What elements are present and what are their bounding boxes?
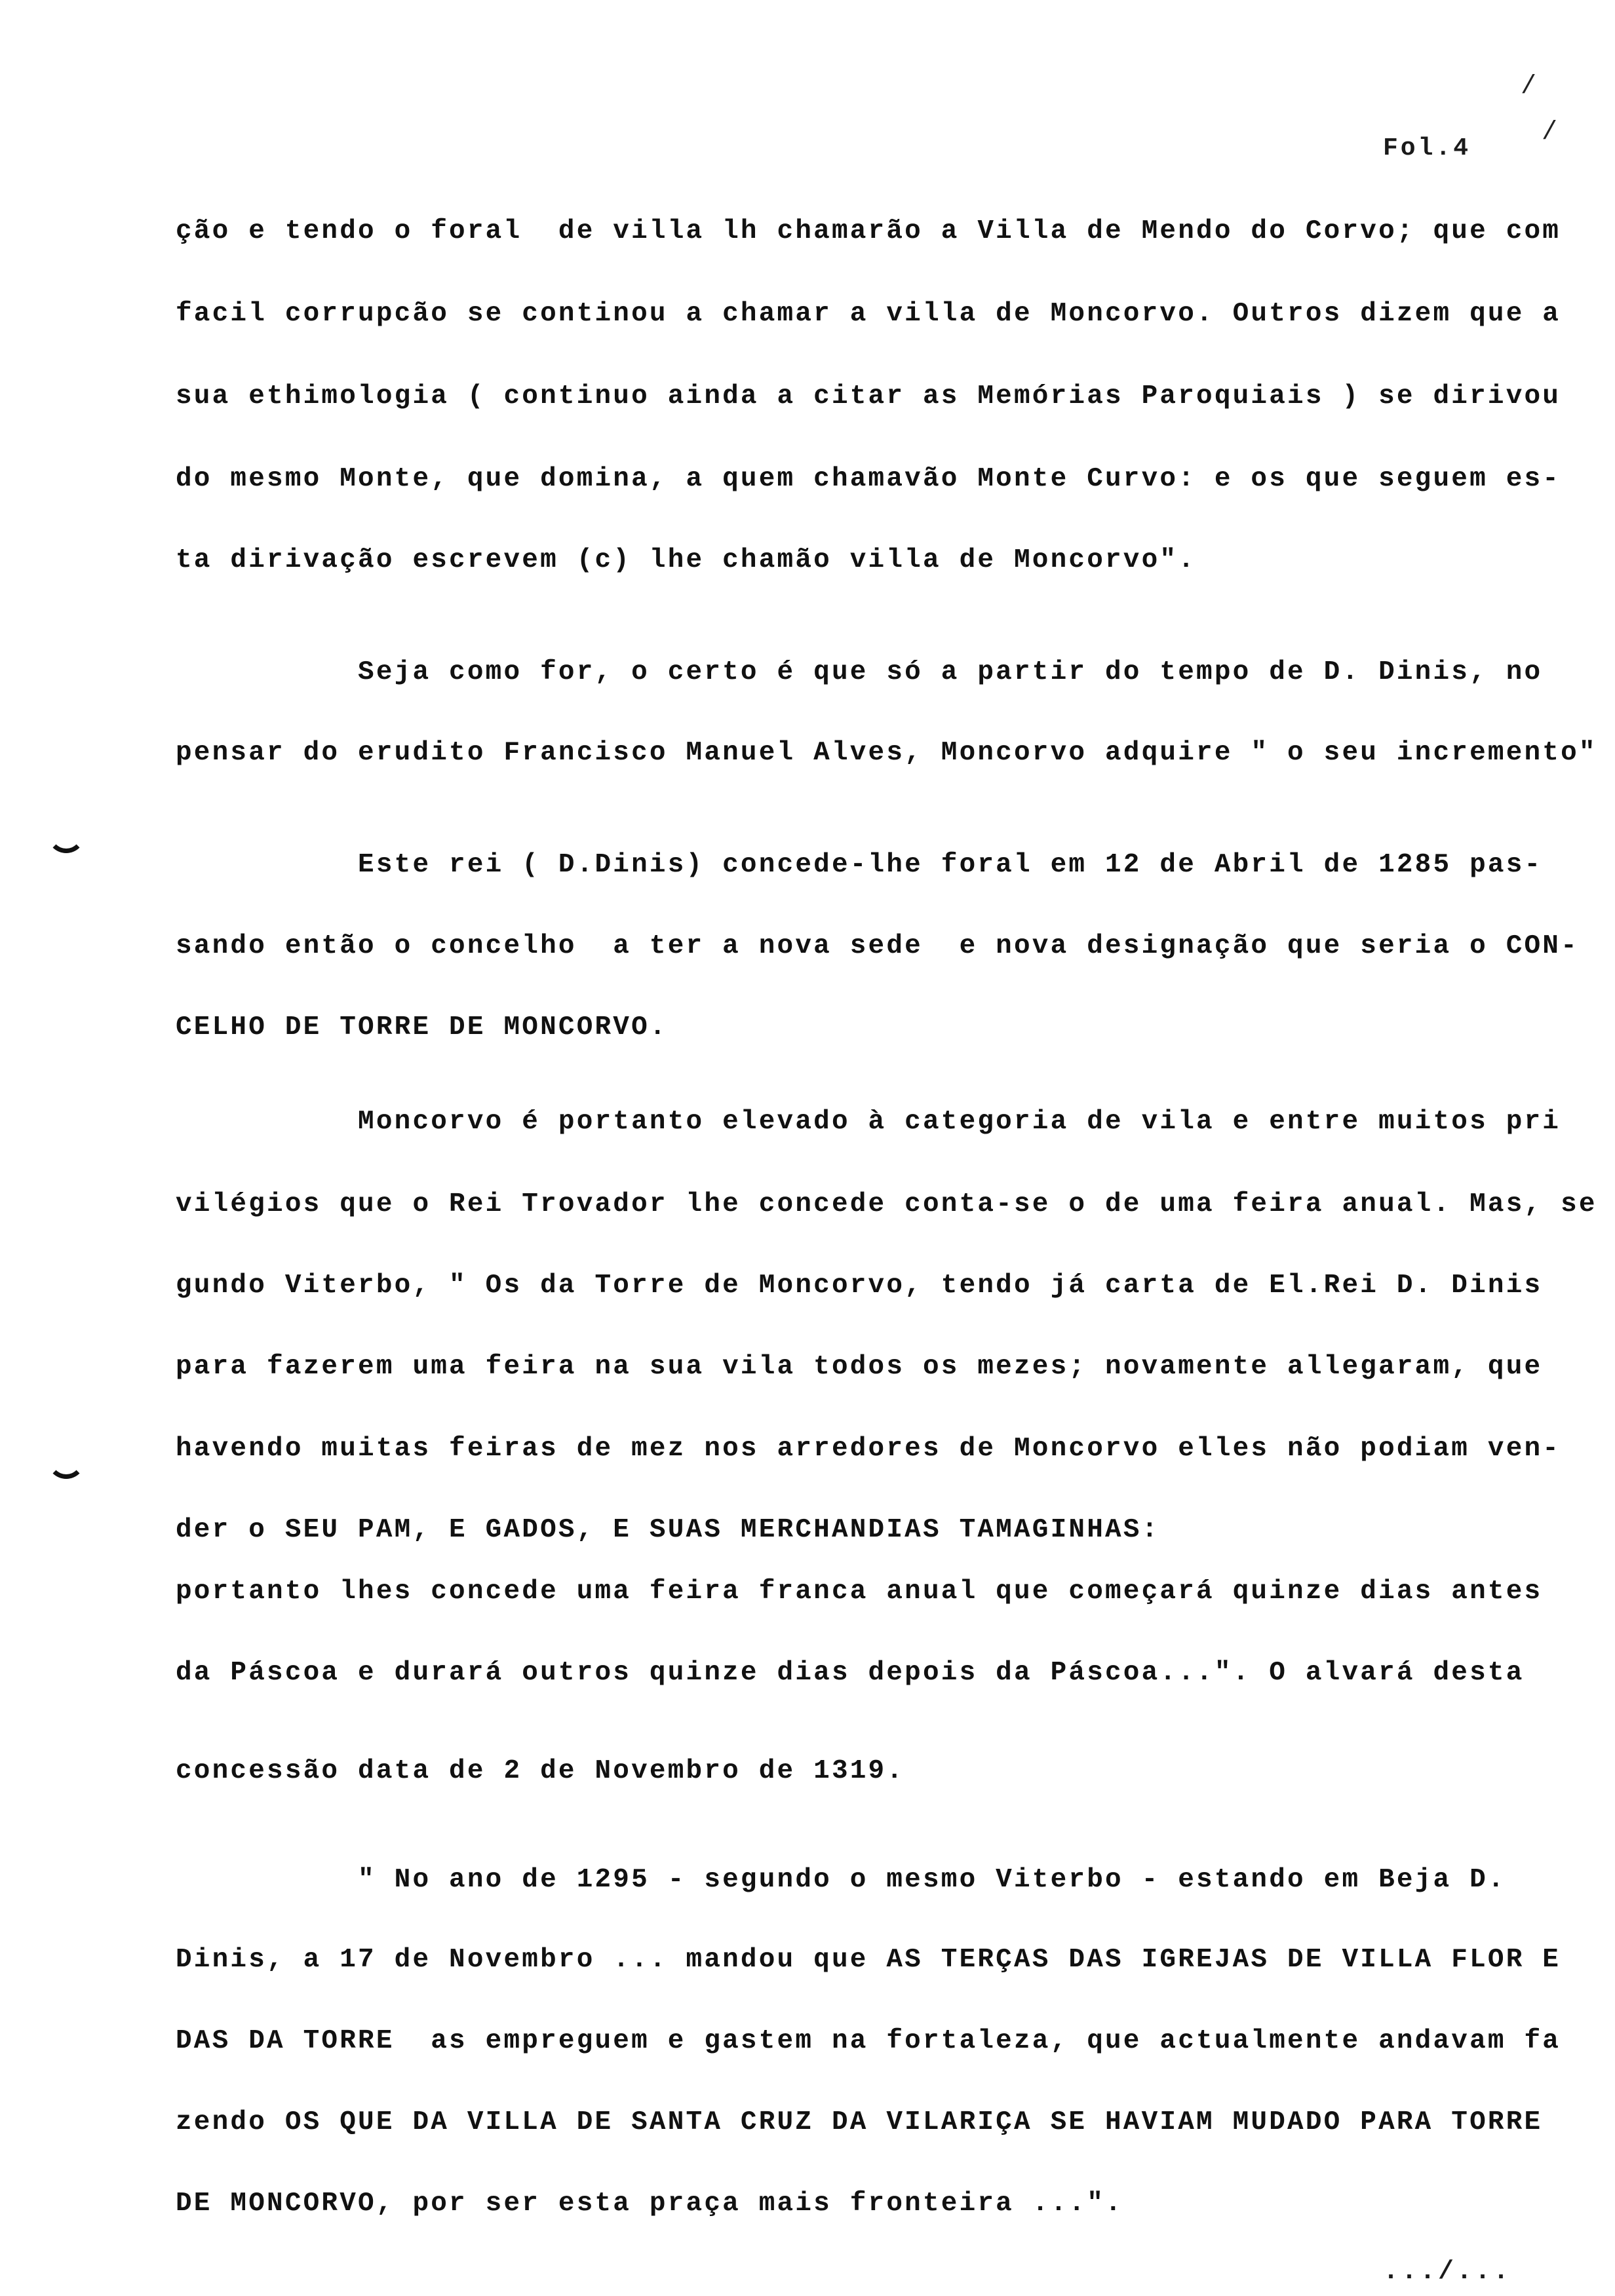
tick-mark-top: /	[1542, 118, 1558, 147]
binding-hole-mark	[47, 829, 85, 853]
text-line: CELHO DE TORRE DE MONCORVO.	[176, 1012, 668, 1043]
binding-hole-mark	[47, 1455, 85, 1479]
text-line: facil corrupcão se continou a chamar a villa de Moncorvo. Outros dizem que a	[176, 299, 1561, 329]
text-line: der o SEU PAM, E GADOS, E SUAS MERCHANDIAS TAMAGINHAS:	[176, 1515, 1160, 1545]
text-line: havendo muitas feiras de mez nos arredores de Moncorvo elles não podiam ven-	[176, 1434, 1561, 1464]
text-line: DAS DA TORRE as empreguem e gastem na fortaleza, que actualmente andavam fa	[176, 2026, 1561, 2056]
text-line: " No ano de 1295 - segundo o mesmo Viterbo - estando em Beja D.	[176, 1865, 1506, 1895]
text-line: Moncorvo é portanto elevado à categoria de vila e entre muitos pri	[176, 1107, 1561, 1137]
text-line: concessão data de 2 de Novembro de 1319.	[176, 1756, 905, 1786]
page-continuation-mark: .../...	[1383, 2257, 1512, 2287]
text-line: Dinis, a 17 de Novembro ... mandou que AS TERÇAS DAS IGREJAS DE VILLA FLOR E	[176, 1945, 1561, 1975]
text-line: sando então o concelho a ter a nova sede e nova designação que seria o CON-	[176, 931, 1579, 961]
text-line: para fazerem uma feira na sua vila todos os mezes; novamente allegaram, que	[176, 1352, 1543, 1382]
text-line: Seja como for, o certo é que só a partir do tempo de D. Dinis, no	[176, 657, 1543, 687]
text-line: portanto lhes concede uma feira franca anual que começará quinze dias antes	[176, 1577, 1543, 1607]
text-line: do mesmo Monte, que domina, a quem chamavão Monte Curvo: e os que seguem es-	[176, 464, 1561, 494]
text-line: ção e tendo o foral de villa lh chamarão a Villa de Mendo do Corvo; que com	[176, 216, 1561, 246]
text-line: ta dirivação escrevem (c) lhe chamão villa de Moncorvo".	[176, 545, 1197, 575]
text-line: vilégios que o Rei Trovador lhe concede conta-se o de uma feira anual. Mas, se	[176, 1189, 1597, 1219]
text-line: pensar do erudito Francisco Manuel Alves, Moncorvo adquire " o seu incremento"	[176, 738, 1597, 768]
folio-number: Fol.4	[1383, 134, 1471, 163]
text-line: gundo Viterbo, " Os da Torre de Moncorvo, tendo já carta de El.Rei D. Dinis	[176, 1271, 1543, 1301]
text-line: zendo OS QUE DA VILLA DE SANTA CRUZ DA VILARIÇA SE HAVIAM MUDADO PARA TORRE	[176, 2107, 1543, 2137]
text-line: da Páscoa e durará outros quinze dias depois da Páscoa...". O alvará desta	[176, 1658, 1525, 1688]
text-line: Este rei ( D.Dinis) concede-lhe foral em 12 de Abril de 1285 pas-	[176, 850, 1543, 880]
tick-mark-top: /	[1521, 72, 1537, 102]
text-line: sua ethimologia ( continuo ainda a citar as Memórias Paroquiais ) se dirivou	[176, 381, 1561, 411]
text-line: DE MONCORVO, por ser esta praça mais fronteira ...".	[176, 2189, 1123, 2219]
